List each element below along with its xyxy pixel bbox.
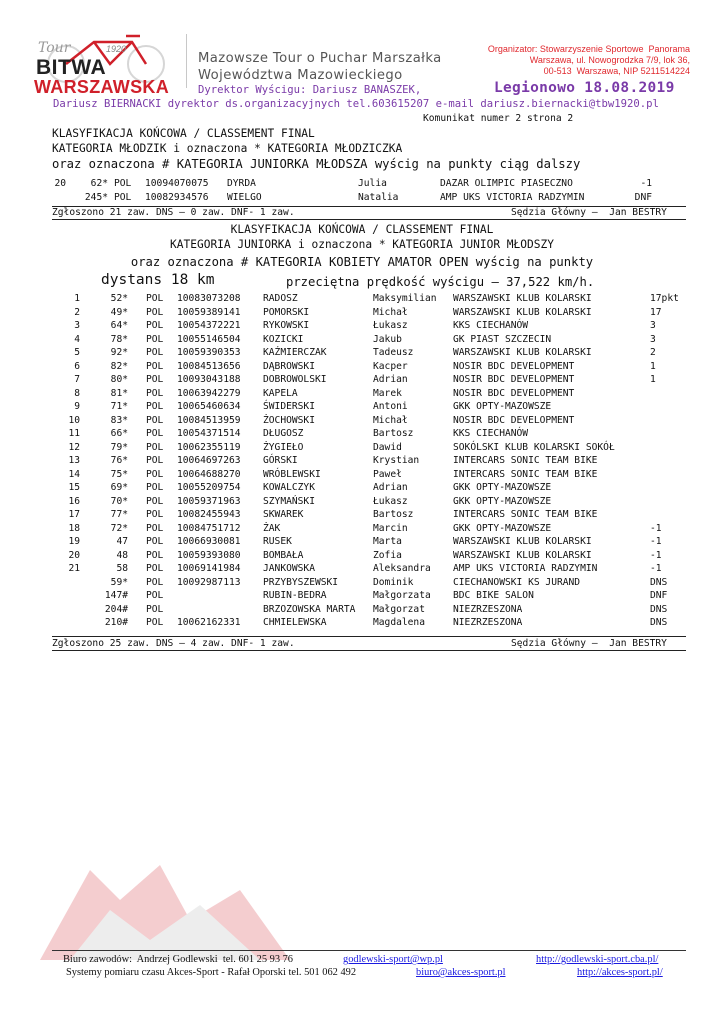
cell-team: BDC BIKE SALON xyxy=(453,590,534,601)
cell-first: Maksymilian xyxy=(373,293,437,304)
cell-nat: POL xyxy=(146,374,164,385)
section2-category: KATEGORIA JUNIORKA i oznaczona * KATEGORIA JUNIOR MŁODSZY xyxy=(170,238,554,251)
cell-nat: POL xyxy=(146,603,164,615)
cell-id: 10083073208 xyxy=(177,293,241,304)
cell-first: Paweł xyxy=(373,468,402,480)
cell-pts: 2 xyxy=(650,347,656,358)
section2-summary: Zgłoszono 25 zaw. DNS – 4 zaw. DNF- 1 zaw. xyxy=(52,638,295,649)
cell-id: 10062355119 xyxy=(177,441,241,453)
cell-id: 10093043188 xyxy=(177,374,241,385)
cell-last: PRZYBYSZEWSKI xyxy=(263,576,339,588)
cell-num: 59* xyxy=(110,576,128,588)
table-row xyxy=(0,401,724,412)
cell-num: 64* xyxy=(110,320,128,331)
cell-first: Łukasz xyxy=(373,320,408,331)
cell-team: NOSIR BDC DEVELOPMENT xyxy=(453,360,575,372)
cell-first: Jakub xyxy=(373,333,402,345)
cell-nat: POL xyxy=(146,293,164,304)
cell-first: Aleksandra xyxy=(373,563,431,574)
cell-first: Adrian xyxy=(373,482,408,493)
cell-team: NOSIR BDC DEVELOPMENT xyxy=(453,374,575,385)
cell-team: INTERCARS SONIC TEAM BIKE xyxy=(453,468,598,480)
cell-id: 10069141984 xyxy=(177,563,241,574)
footer-timing-text: Systemy pomiaru czasu Akces-Sport - Rafał Oporski tel. 501 062 492 xyxy=(66,967,357,978)
cell-place: 8 xyxy=(74,387,80,399)
cell-last: DYRDA xyxy=(227,178,256,189)
cell-team: AMP UKS VICTORIA RADZYMIN xyxy=(440,192,585,203)
table-row xyxy=(0,415,724,426)
cell-team: INTERCARS SONIC TEAM BIKE xyxy=(453,455,598,466)
cell-num: 83* xyxy=(110,414,128,426)
cell-nat: POL xyxy=(146,563,164,574)
cell-place: 11 xyxy=(68,428,80,439)
cell-team: GKK OPTY-MAZOWSZE xyxy=(453,401,552,412)
cell-id: 10062162331 xyxy=(177,617,241,628)
cell-team: WARSZAWSKI KLUB KOLARSKI xyxy=(453,306,592,318)
cell-team: WARSZAWSKI KLUB KOLARSKI xyxy=(453,549,592,561)
cell-team: AMP UKS VICTORIA RADZYMIN xyxy=(453,563,598,574)
cell-num: 81* xyxy=(110,387,128,399)
cell-nat: POL xyxy=(146,306,164,318)
logo-year-text: 1920 xyxy=(106,44,127,54)
cell-nat: POL xyxy=(114,192,132,203)
event-title-line2: Województwa Mazowieckiego xyxy=(198,68,403,83)
cell-last: WIELGO xyxy=(227,192,262,203)
cell-last: RYKOWSKI xyxy=(263,320,310,331)
cell-pts: -1 xyxy=(640,178,652,189)
cell-team: NOSIR BDC DEVELOPMENT xyxy=(453,387,575,399)
cell-nat: POL xyxy=(146,536,164,547)
cell-place: 1 xyxy=(74,293,80,304)
footer-office-text: Biuro zawodów: Andrzej Godlewski tel. 601 25 93 76 xyxy=(63,954,294,965)
cell-place: 16 xyxy=(68,495,80,507)
cell-nat: POL xyxy=(146,617,164,628)
cell-pts: -1 xyxy=(650,563,662,574)
table-row xyxy=(0,178,724,189)
cell-place: 18 xyxy=(68,522,80,534)
cell-last: KOWALCZYK xyxy=(263,482,315,493)
cell-nat: POL xyxy=(146,441,164,453)
cell-place: 20 xyxy=(68,549,80,561)
section2-rule-bottom xyxy=(52,650,686,651)
organizer-line: 00-513 Warszawa, NIP 5211514224 xyxy=(543,66,690,76)
cell-pts: 17pkt xyxy=(650,293,679,304)
footer-timing-email-link[interactable]: biuro@akces-sport.pl xyxy=(416,967,506,978)
cell-nat: POL xyxy=(146,482,164,493)
cell-pts: 3 xyxy=(650,333,656,345)
cell-team: GKK OPTY-MAZOWSZE xyxy=(453,522,552,534)
cell-place: 3 xyxy=(74,320,80,331)
cell-nat: POL xyxy=(146,414,164,426)
cell-team: GK PIAST SZCZECIN xyxy=(453,333,552,345)
cell-first: Magdalena xyxy=(373,617,425,628)
cell-team: GKK OPTY-MAZOWSZE xyxy=(453,482,552,493)
section2-rule-top xyxy=(52,636,686,637)
cell-pts: 1 xyxy=(650,374,656,385)
cell-place: 9 xyxy=(74,401,80,412)
cell-last: KAPELA xyxy=(263,387,298,399)
section1-rule-bottom xyxy=(52,219,686,220)
table-row xyxy=(0,428,724,439)
location-date: Legionowo 18.08.2019 xyxy=(494,80,675,96)
cell-id: 10084513656 xyxy=(177,360,241,372)
cell-id: 10054371514 xyxy=(177,428,241,439)
table-row xyxy=(0,496,724,507)
cell-pts: -1 xyxy=(650,549,662,561)
cell-pts: 1 xyxy=(650,360,656,372)
cell-id: 10059393080 xyxy=(177,549,241,561)
cell-team: CIECHANOWSKI KS JURAND xyxy=(453,576,581,588)
section1-category: KATEGORIA MŁODZIK i oznaczona * KATEGORIA MŁODZICZKA xyxy=(52,142,403,155)
table-row xyxy=(0,455,724,466)
cell-pts: -1 xyxy=(650,522,662,534)
table-row xyxy=(0,590,724,601)
cell-nat: POL xyxy=(146,333,164,345)
cell-place: 2 xyxy=(74,306,80,318)
cell-last: ŻOCHOWSKI xyxy=(263,414,315,426)
cell-team: NIEZRZESZONA xyxy=(453,603,523,615)
cell-team: GKK OPTY-MAZOWSZE xyxy=(453,495,552,507)
cell-nat: POL xyxy=(146,522,164,534)
cell-last: CHMIELEWSKA xyxy=(263,617,327,628)
cell-id: 10059371963 xyxy=(177,495,241,507)
section1-summary: Zgłoszono 21 zaw. DNS – 0 zaw. DNF- 1 zaw. xyxy=(52,207,295,218)
cell-id: 10064697263 xyxy=(177,455,241,466)
cell-last: WRÓBLEWSKI xyxy=(263,468,321,480)
table-row xyxy=(0,482,724,493)
cell-last: BRZOZOWSKA MARTA xyxy=(263,603,356,615)
cell-last: ŚWIDERSKI xyxy=(263,401,315,412)
logo-warszawska-text: WARSZAWSKA xyxy=(34,77,169,97)
cell-id: 10055146504 xyxy=(177,333,241,345)
cell-team: INTERCARS SONIC TEAM BIKE xyxy=(453,509,598,520)
cell-first: Łukasz xyxy=(373,495,408,507)
section1-title: KLASYFIKACJA KOŃCOWA / CLASSEMENT FINAL xyxy=(52,127,315,140)
cell-pts: DNS xyxy=(650,576,668,588)
cell-pts: DNF xyxy=(634,192,652,203)
cell-place: 7 xyxy=(74,374,80,385)
table-row xyxy=(0,320,724,331)
table-row xyxy=(0,604,724,615)
cell-last: DĄBROWSKI xyxy=(263,360,315,372)
cell-id: 10054372221 xyxy=(177,320,241,331)
race-distance: dystans 18 km xyxy=(101,272,215,288)
cell-last: POMORSKI xyxy=(263,306,310,318)
cell-team: WARSZAWSKI KLUB KOLARSKI xyxy=(453,293,592,304)
cell-team: KKS CIECHANÓW xyxy=(453,320,529,331)
table-row xyxy=(0,293,724,304)
cell-nat: POL xyxy=(146,360,164,372)
cell-team: NIEZRZESZONA xyxy=(453,617,523,628)
cell-nat: POL xyxy=(146,347,164,358)
cell-first: Bartosz xyxy=(373,428,414,439)
cell-nat: POL xyxy=(146,401,164,412)
cell-pts: 17 xyxy=(650,306,662,318)
cell-num: 78* xyxy=(110,333,128,345)
cell-first: Michał xyxy=(373,414,408,426)
cell-first: Zofia xyxy=(373,549,402,561)
cell-nat: POL xyxy=(146,320,164,331)
logo-bitwa-text: BITWA xyxy=(36,56,107,79)
cell-first: Marta xyxy=(373,536,402,547)
cell-first: Marek xyxy=(373,387,402,399)
cell-num: 48 xyxy=(116,549,128,561)
table-row xyxy=(0,347,724,358)
cell-last: BOMBAŁA xyxy=(263,549,304,561)
cell-num: 58 xyxy=(116,563,128,574)
cell-num: 70* xyxy=(110,495,128,507)
table-row xyxy=(0,469,724,480)
cell-id: 10066930081 xyxy=(177,536,241,547)
cell-first: Małgorzata xyxy=(373,590,431,601)
cell-team: WARSZAWSKI KLUB KOLARSKI xyxy=(453,347,592,358)
cell-num: 245* xyxy=(84,192,108,203)
table-row xyxy=(0,563,724,574)
cell-last: DŁUGOSZ xyxy=(263,428,304,439)
cell-num: 69* xyxy=(110,482,128,493)
table-row xyxy=(0,442,724,453)
table-row xyxy=(0,536,724,547)
cell-id: 10063942279 xyxy=(177,387,241,399)
footer-rule xyxy=(52,950,686,951)
cell-num: 210# xyxy=(104,617,128,628)
cell-place: 12 xyxy=(68,441,80,453)
cell-first: Dominik xyxy=(373,576,414,588)
cell-num: 52* xyxy=(110,293,128,304)
cell-last: RADOSZ xyxy=(263,293,298,304)
cell-team: NOSIR BDC DEVELOPMENT xyxy=(453,414,575,426)
header-divider xyxy=(186,34,187,88)
cell-pts: DNS xyxy=(650,603,668,615)
cell-place: 10 xyxy=(68,414,80,426)
cell-id: 10055209754 xyxy=(177,482,241,493)
cell-num: 62* xyxy=(90,178,108,189)
cell-num: 79* xyxy=(110,441,128,453)
cell-team: WARSZAWSKI KLUB KOLARSKI xyxy=(453,536,592,547)
cell-id: 10059389141 xyxy=(177,306,241,318)
cell-last: KAŹMIERCZAK xyxy=(263,347,327,358)
cell-team: SOKÓLSKI KLUB KOLARSKI SOKÓŁ xyxy=(453,441,615,453)
event-logo xyxy=(28,28,178,108)
table-row xyxy=(0,388,724,399)
cell-last: RUBIN-BEDRA xyxy=(263,590,327,601)
organizer-line: Warszawa, ul. Nowogrodzka 7/9, lok 36, xyxy=(529,55,690,65)
table-row xyxy=(0,361,724,372)
footer-office-email-link[interactable]: godlewski-sport@wp.pl xyxy=(343,954,443,965)
cell-nat: POL xyxy=(146,468,164,480)
cell-place: 20 xyxy=(54,178,66,189)
cell-num: 92* xyxy=(110,347,128,358)
cell-first: Bartosz xyxy=(373,509,414,520)
cell-id: 10092987113 xyxy=(177,576,241,588)
event-title xyxy=(198,50,442,84)
cell-first: Marcin xyxy=(373,522,408,534)
section1-subcategory: oraz oznaczona # KATEGORIA JUNIORKA MŁODSZA wyścig na punkty ciąg dalszy xyxy=(52,157,581,171)
cell-place: 15 xyxy=(68,482,80,493)
cell-id: 10065460634 xyxy=(177,401,241,412)
race-director: Dyrektor Wyścigu: Dariusz BANASZEK, xyxy=(198,84,422,96)
section2-judge: Sędzia Główny – Jan BESTRY xyxy=(511,638,667,649)
logo-tour-text: Tour xyxy=(38,40,71,56)
table-row xyxy=(0,577,724,588)
cell-num: 204# xyxy=(104,603,128,615)
cell-last: SZYMAŃSKI xyxy=(263,495,315,507)
cell-num: 71* xyxy=(110,401,128,412)
cell-nat: POL xyxy=(114,178,132,189)
average-speed: przeciętna prędkość wyścigu – 37,522 km/h. xyxy=(286,275,595,289)
cell-id: 10082934576 xyxy=(145,192,209,203)
table-row xyxy=(0,550,724,561)
cell-num: 80* xyxy=(110,374,128,385)
cell-pts: DNS xyxy=(650,617,668,628)
cell-num: 75* xyxy=(110,468,128,480)
cell-first: Antoni xyxy=(373,401,408,412)
cell-place: 6 xyxy=(74,360,80,372)
bulletin-number: Komunikat numer 2 strona 2 xyxy=(423,113,574,124)
cell-first: Michał xyxy=(373,306,408,318)
table-row xyxy=(0,374,724,385)
cell-id: 10064688270 xyxy=(177,468,241,480)
cell-place: 21 xyxy=(68,563,80,574)
cell-first: Małgorzat xyxy=(373,603,425,615)
cell-first: Kacper xyxy=(373,360,408,372)
cell-pts: 3 xyxy=(650,320,656,331)
cell-num: 147# xyxy=(104,590,128,601)
cell-nat: POL xyxy=(146,455,164,466)
cell-place: 13 xyxy=(68,455,80,466)
table-row xyxy=(0,617,724,628)
cell-first: Natalia xyxy=(358,192,399,203)
cell-num: 66* xyxy=(110,428,128,439)
cell-id: 10082455943 xyxy=(177,509,241,520)
cell-team: KKS CIECHANÓW xyxy=(453,428,529,439)
cell-num: 76* xyxy=(110,455,128,466)
cell-pts: DNF xyxy=(650,590,668,601)
cell-last: JANKOWSKA xyxy=(263,563,315,574)
cell-last: DOBROWOLSKI xyxy=(263,374,327,385)
cell-team: DAZAR OLIMPIC PIASECZNO xyxy=(440,178,573,189)
organizer-info xyxy=(488,44,690,77)
cell-nat: POL xyxy=(146,495,164,507)
cell-first: Krystian xyxy=(373,455,420,466)
section1-judge: Sędzia Główny – Jan BESTRY xyxy=(511,207,667,218)
cell-last: KOZICKI xyxy=(263,333,304,345)
cell-first: Tadeusz xyxy=(373,347,414,358)
cell-place: 4 xyxy=(74,333,80,345)
cell-id: 10094070075 xyxy=(145,178,209,189)
cell-num: 49* xyxy=(110,306,128,318)
cell-place: 17 xyxy=(68,509,80,520)
cell-last: RUSEK xyxy=(263,536,292,547)
cell-nat: POL xyxy=(146,576,164,588)
cell-last: SKWAREK xyxy=(263,509,304,520)
footer-timing-url-link[interactable]: http://akces-sport.pl/ xyxy=(577,967,663,978)
cell-num: 47 xyxy=(116,536,128,547)
contact-line: Dariusz BIERNACKI dyrektor ds.organizacyjnych tel.603615207 e-mail dariusz.biernacki@tbw1920.pl xyxy=(53,98,659,110)
footer-office-url-link[interactable]: http://godlewski-sport.cba.pl/ xyxy=(536,954,659,965)
cell-id: 10059390353 xyxy=(177,347,241,358)
cell-place: 14 xyxy=(68,468,80,480)
event-title-line1: Mazowsze Tour o Puchar Marszałka xyxy=(198,51,442,66)
cell-place: 19 xyxy=(68,536,80,547)
cell-place: 5 xyxy=(74,347,80,358)
cell-pts: -1 xyxy=(650,536,662,547)
cell-nat: POL xyxy=(146,428,164,439)
section2-title: KLASYFIKACJA KOŃCOWA / CLASSEMENT FINAL xyxy=(230,223,494,236)
cell-num: 77* xyxy=(110,509,128,520)
cell-nat: POL xyxy=(146,590,164,601)
cell-last: GÓRSKI xyxy=(263,455,298,466)
table-row xyxy=(0,334,724,345)
cell-id: 10084751712 xyxy=(177,522,241,534)
cell-last: ŻYGIEŁO xyxy=(263,441,304,453)
cell-last: ŻAK xyxy=(263,522,281,534)
cell-nat: POL xyxy=(146,387,164,399)
cell-num: 82* xyxy=(110,360,128,372)
cell-nat: POL xyxy=(146,549,164,561)
table-row xyxy=(0,307,724,318)
table-row xyxy=(0,192,724,203)
organizer-line: Organizator: Stowarzyszenie Sportowe Panorama xyxy=(487,44,690,54)
cell-id: 10084513959 xyxy=(177,414,241,426)
cell-first: Dawid xyxy=(373,441,402,453)
cell-num: 72* xyxy=(110,522,128,534)
section2-subcategory: oraz oznaczona # KATEGORIA KOBIETY AMATOR OPEN wyścig na punkty xyxy=(130,255,594,269)
cell-nat: POL xyxy=(146,509,164,520)
cell-first: Adrian xyxy=(373,374,408,385)
table-row xyxy=(0,523,724,534)
table-row xyxy=(0,509,724,520)
cell-first: Julia xyxy=(358,178,387,189)
